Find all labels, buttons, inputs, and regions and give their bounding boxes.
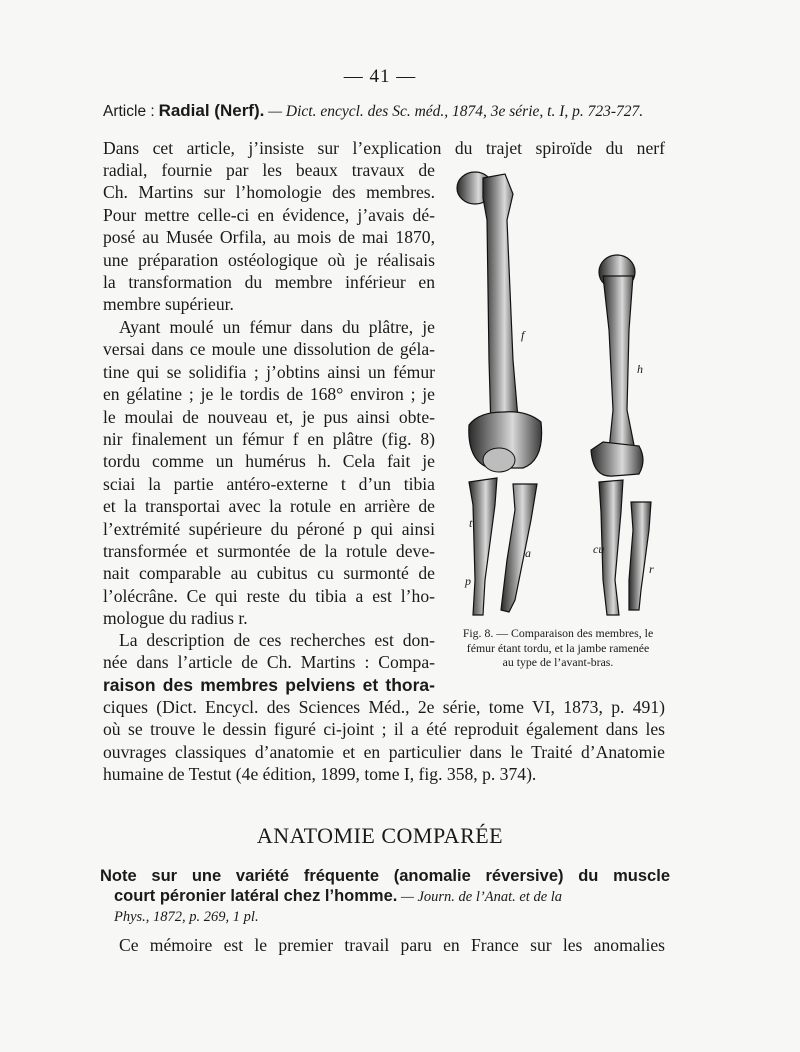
label-r: r <box>649 562 654 576</box>
section-title: ANATOMIE COMPARÉE <box>256 823 504 848</box>
text-line: ciques (Dict. Encycl. des Sciences Méd., 2e série, tome VI, 1873, p. 491) <box>103 697 665 717</box>
text-line: radial, fournie par les beaux travaux de <box>103 160 435 180</box>
text-line: le moulai de nouveau et, je pus ainsi obte- <box>103 406 435 427</box>
paragraph-3-full <box>103 696 665 786</box>
note-title-line-1: Note sur une variété fréquente (anomalie réversive) du muscle <box>100 867 670 885</box>
femur-bone <box>457 172 542 472</box>
text-line: La description de ces recherches est don- <box>119 630 435 650</box>
paragraph-2 <box>103 316 435 630</box>
paragraph-1-line-1: Dans cet article, j’insiste sur l’explication du trajet spiroïde du nerf <box>103 138 665 158</box>
text-line: nir finalement un fémur f en plâtre (fig. 8) <box>103 429 435 450</box>
note-journal-ref: — Journ. de l’Anat. et de la <box>397 889 563 905</box>
label-p: p <box>465 574 471 588</box>
text-line: l’extrémité supérieure du péroné p qui ainsi <box>103 518 435 539</box>
forearm-bones <box>599 480 651 615</box>
label-cu: cu <box>593 542 605 556</box>
label-t: t <box>469 516 473 530</box>
bones-illustration <box>443 160 673 625</box>
paragraph-1-body <box>103 159 435 316</box>
caption-line: fémur étant tordu, et la jambe ramenée <box>466 640 650 655</box>
text-line: nait comparable au cubitus cu surmonté de <box>103 563 435 584</box>
text-line: tine qui se solidifia ; j’obtins ainsi un fémur <box>103 361 435 382</box>
bone-figure <box>443 160 673 625</box>
text-line: tordu comme un humérus h. Cela fait je <box>103 451 435 472</box>
caption-line: au type de l’avant-bras. <box>502 655 614 669</box>
caption-line: Fig. 8. — Comparaison des membres, le <box>462 626 654 640</box>
text-line: Ayant moulé un fémur dans du plâtre, je <box>119 317 435 337</box>
label-h: h <box>637 362 643 376</box>
text-line: membre supérieur. <box>103 294 234 315</box>
text-line: en gélatine ; je le tordis de 168° environ ; je <box>103 384 435 405</box>
text-line: et la transportai avec la rotule en arrière de <box>103 496 435 517</box>
figure-caption <box>443 626 673 670</box>
article-ref: — Dict. encycl. des Sc. méd., 1874, 3e série, t. I, p. 723-727. <box>264 103 644 120</box>
note-title-line-2 <box>100 886 670 907</box>
text-line: sciai la partie antéro-externe t d’un tibia <box>103 473 435 494</box>
note-body-line: Ce mémoire est le premier travail paru en France sur les anomalies <box>119 935 665 955</box>
text-line: humaine de Testut (4e édition, 1899, tome I, fig. 358, p. 374). <box>103 764 537 785</box>
text-line: Ch. Martins sur l’homologie des membres. <box>103 182 435 203</box>
label-f: f <box>521 328 525 342</box>
article-reference <box>103 101 673 121</box>
text-line: l’olécrâne. Ce qui reste du tibia a est l’ho- <box>103 585 435 606</box>
text-line: Pour mettre celle-ci en évidence, j’avais dé- <box>103 204 435 225</box>
text-line: raison des membres pelviens et thora- <box>103 674 435 695</box>
text-line: mologue du radius r. <box>103 608 248 629</box>
note-title-bold: court péronier latéral chez l’homme. <box>114 887 398 905</box>
text-line: où se trouve le dessin figuré ci-joint ; il a été reproduit également dans les <box>103 719 665 740</box>
article-prefix: Article : <box>103 103 155 120</box>
humerus-bone <box>591 255 643 476</box>
paragraph-3-column <box>103 629 435 696</box>
page-number: — 41 — <box>343 66 417 87</box>
note-heading <box>100 866 670 927</box>
text-line: ouvrages classiques d’anatomie et en particulier dans le Traité d’Anatomie <box>103 741 665 762</box>
label-a: a <box>525 546 531 560</box>
text-line: posé au Musée Orfila, au mois de mai 1870, <box>103 227 435 248</box>
text-line: versai dans ce moule une dissolution de géla- <box>103 339 435 360</box>
note-title-line-3: Phys., 1872, p. 269, 1 pl. <box>114 909 259 925</box>
text-line: transformée et surmontée de la rotule deve- <box>103 541 435 562</box>
text-line: une préparation ostéologique où je réalisais <box>103 249 435 270</box>
article-title: Radial (Nerf). <box>158 101 265 120</box>
text-line: née dans l’article de Ch. Martins : Compa- <box>103 652 435 673</box>
text-line: la transformation du membre inférieur en <box>103 272 435 293</box>
